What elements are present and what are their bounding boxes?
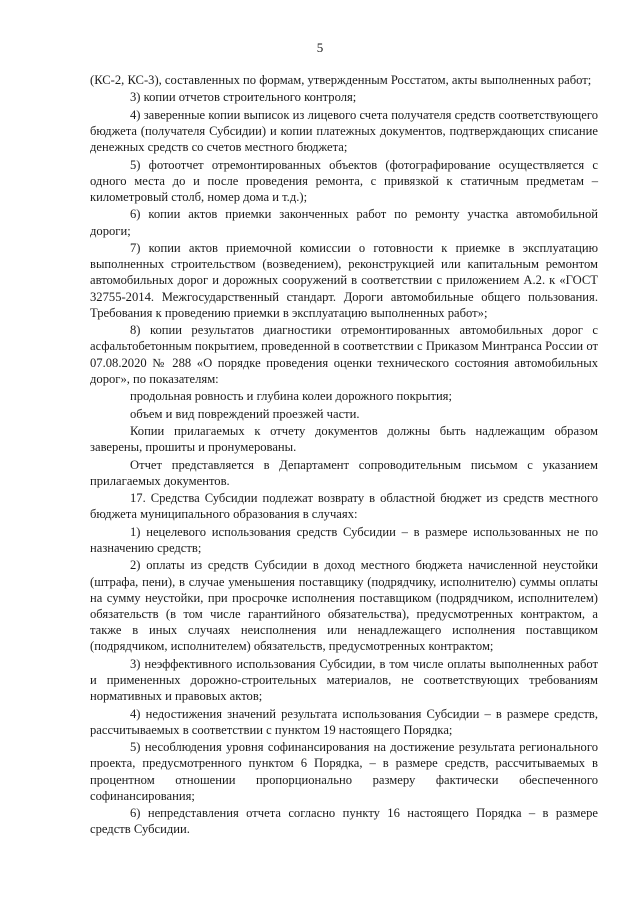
list-item-8: 8) копии результатов диагностики отремонтированных автомобильных дорог с асфальтобетонным покрытием, проведенной в соответствии с Приказом Минтранса России от 07.08.2020 № 288 «О порядке проведения оценки технического состояния автомобильных дорог», по показателям: xyxy=(90,323,598,386)
clause-17-item-3: 3) неэффективного использования Субсидии, в том числе оплаты выполненных работ и примененных дорожно-строительных материалов, не соответствующих требованиям нормативных и правовых актов; xyxy=(90,656,598,704)
clause-17-item-6: 6) непредставления отчета согласно пункту 16 настоящего Порядка – в размере средств Субсидии. xyxy=(90,806,598,837)
list-item-4: 4) заверенные копии выписок из лицевого счета получателя средств соответствующего бюджета (получателя Субсидии) и копии платежных документов, подтверждающих списание денежных средств со счетов местного бюджета; xyxy=(90,107,598,155)
sub-item-damage: объем и вид повреждений проезжей части. xyxy=(130,406,360,421)
document-body xyxy=(90,72,598,839)
list-item-3: 3) копии отчетов строительного контроля; xyxy=(130,90,357,105)
paragraph-report: Отчет представляется в Департамент сопроводительным письмом с указанием прилагаемых документов. xyxy=(90,457,598,488)
paragraph-copies: Копии прилагаемых к отчету документов должны быть надлежащим образом заверены, прошиты и пронумерованы. xyxy=(90,423,598,455)
clause-17-item-5: 5) несоблюдения уровня софинансирования на достижение результата регионального проекта, предусмотренного пунктом 6 Порядка, – в размере средств, рассчитываемых в процентном отношении пропорционально размеру фактически обеспеченного софинансирования; xyxy=(90,740,598,803)
clause-17-item-4: 4) недостижения значений результата использования Субсидии – в размере средств, рассчитываемых в соответствии с пунктом 19 настоящего Порядка; xyxy=(90,706,598,737)
list-item-6: 6) копии актов приемки законченных работ по ремонту участка автомобильной дороги; xyxy=(90,207,598,238)
clause-17-item-1: 1) нецелевого использования средств Субсидии – в размере использованных не по назначению средств; xyxy=(90,524,598,555)
sub-item-roughness: продольная ровность и глубина колеи дорожного покрытия; xyxy=(130,389,452,404)
clause-17: 17. Средства Субсидии подлежат возврату в областной бюджет из средств местного бюджета муниципального образования в случаях: xyxy=(90,491,598,522)
list-item-5: 5) фотоотчет отремонтированных объектов (фотографирование осуществляется с одного места до и после проведения ремонта, с привязкой к статичным предметам – километровый столб, номер дома и т.д.); xyxy=(90,157,598,204)
paragraph: (КС-2, КС-3), составленных по формам, утвержденным Росстатом, акты выполненных работ; xyxy=(90,73,592,87)
clause-17-item-2: 2) оплаты из средств Субсидии в доход местного бюджета начисленной неустойки (штрафа, пени), в случае уменьшения поставщику (подрядчику, исполнителю) суммы оплаты на сумму неустойки, при просрочке исполнения поставщиком (подрядчиком, исполнителем) обязательств (в том числе гарантийного обязательства), предусмотренных контрактом, а также в иных случаях неисполнения или ненадлежащего исполнения поставщиком (подрядчиком, исполнителем) обязательств, предусмотренных контрактом; xyxy=(90,558,598,654)
list-item-7: 7) копии актов приемочной комиссии о готовности к приемке в эксплуатацию выполненных строительством (возведением), реконструкцией или капитальным ремонтом автомобильных дорог и дорожных сооружений в соответствии с приложением А.2. к «ГОСТ 32755-2014. Межгосударственный стандарт. Дороги автомобильные общего пользования. Требования к проведению приемки в эксплуатацию выполненных работ»; xyxy=(90,240,598,320)
page-number: 5 xyxy=(316,40,324,55)
